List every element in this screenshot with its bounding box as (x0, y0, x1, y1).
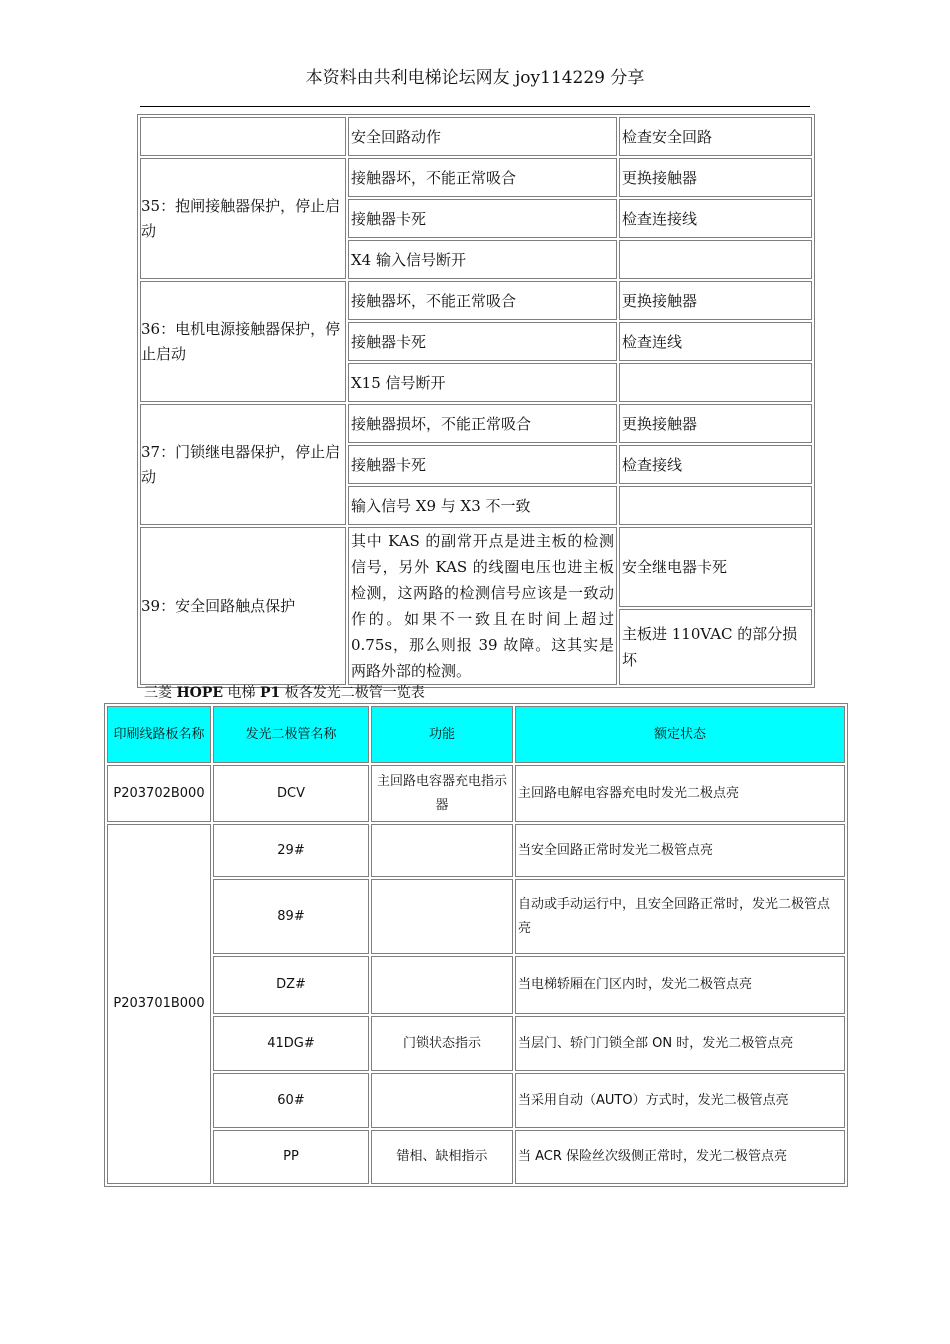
led-table-caption (144, 683, 425, 703)
fault-action (619, 486, 812, 525)
fault-action: 更换接触器 (619, 281, 812, 320)
led-table (104, 703, 848, 1187)
led-state: 当电梯轿厢在门区内时，发光二极管点亮 (515, 956, 845, 1014)
caption-prefix: 三菱 (144, 685, 177, 701)
led-function (371, 1073, 513, 1128)
fault-cause: 接触器卡死 (348, 322, 617, 361)
fault-action (619, 363, 812, 402)
led-name: PP (213, 1130, 369, 1184)
fault-row (140, 158, 812, 197)
fault-action (619, 240, 812, 279)
header-board-name: 印刷线路板名称 (107, 706, 211, 763)
led-name: 89# (213, 879, 369, 954)
led-row (107, 1016, 845, 1071)
led-name: DZ# (213, 956, 369, 1014)
led-function (371, 956, 513, 1014)
fault-cause: 接触器损坏，不能正常吸合 (348, 404, 617, 443)
led-row (107, 956, 845, 1014)
fault-cause: 接触器卡死 (348, 445, 617, 484)
led-row (107, 879, 845, 954)
fault-row (140, 117, 812, 156)
fault-cause: 接触器卡死 (348, 199, 617, 238)
fault-row (140, 527, 812, 607)
fault-cause: X15 信号断开 (348, 363, 617, 402)
led-row (107, 765, 845, 822)
fault-cause: X4 输入信号断开 (348, 240, 617, 279)
led-name: 41DG# (213, 1016, 369, 1071)
led-function: 门锁状态指示 (371, 1016, 513, 1071)
fault-action: 更换接触器 (619, 158, 812, 197)
header-led-name: 发光二极管名称 (213, 706, 369, 763)
fault-action: 检查连线 (619, 322, 812, 361)
board-name: P203701B000 (107, 824, 211, 1184)
fault-cause: 输入信号 X9 与 X3 不一致 (348, 486, 617, 525)
caption-mid: 电梯 (223, 685, 260, 701)
led-state: 主回路电解电容器充电时发光二极点亮 (515, 765, 845, 822)
led-function (371, 824, 513, 877)
led-name: 60# (213, 1073, 369, 1128)
header-rated-state: 额定状态 (515, 706, 845, 763)
led-table-header-row (107, 706, 845, 763)
caption-brand: HOPE (176, 685, 224, 701)
fault-cause: 安全回路动作 (348, 117, 617, 156)
led-row (107, 1073, 845, 1128)
fault-action: 安全继电器卡死 (619, 527, 812, 607)
board-name: P203702B000 (107, 765, 211, 822)
header-function: 功能 (371, 706, 513, 763)
fault-cause: 接触器坏，不能正常吸合 (348, 281, 617, 320)
led-state: 当安全回路正常时发光二极管点亮 (515, 824, 845, 877)
led-state: 当层门、轿门门锁全部 ON 时，发光二极管点亮 (515, 1016, 845, 1071)
page-header: 本资料由共利电梯论坛网友 joy114229 分享 (305, 68, 645, 88)
fault-row (140, 404, 812, 443)
fault-code: 36：电机电源接触器保护，停止启动 (140, 281, 346, 402)
led-name: DCV (213, 765, 369, 822)
led-state: 自动或手动运行中，且安全回路正常时，发光二极管点亮 (515, 879, 845, 954)
header-divider (140, 106, 810, 107)
fault-cause: 接触器坏，不能正常吸合 (348, 158, 617, 197)
led-function (371, 879, 513, 954)
fault-code: 39：安全回路触点保护 (140, 527, 346, 685)
fault-code (140, 117, 346, 156)
led-function: 错相、缺相指示 (371, 1130, 513, 1184)
fault-code: 35：抱闸接触器保护，停止启动 (140, 158, 346, 279)
caption-board: P1 (259, 685, 281, 701)
led-row (107, 824, 845, 877)
led-state: 当 ACR 保险丝次级侧正常时，发光二极管点亮 (515, 1130, 845, 1184)
fault-code: 37：门锁继电器保护，停止启动 (140, 404, 346, 525)
led-state: 当采用自动（AUTO）方式时，发光二极管点亮 (515, 1073, 845, 1128)
fault-row (140, 281, 812, 320)
led-function: 主回路电容器充电指示器 (371, 765, 513, 822)
fault-action: 检查连接线 (619, 199, 812, 238)
led-row (107, 1130, 845, 1184)
fault-action: 更换接触器 (619, 404, 812, 443)
fault-table (137, 114, 815, 688)
fault-action: 主板进 110VAC 的部分损坏 (619, 609, 812, 685)
caption-suffix: 板各发光二极管一览表 (280, 685, 425, 701)
fault-action: 检查安全回路 (619, 117, 812, 156)
fault-cause: 其中 KAS 的副常开点是进主板的检测信号，另外 KAS 的线圈电压也进主板检测，这两路的检测信号应该是一致动作的。如果不一致且在时间上超过 0.75s，那么则报 39 故障。这其实是两路外部的检测。 (348, 527, 617, 685)
led-name: 29# (213, 824, 369, 877)
fault-action: 检查接线 (619, 445, 812, 484)
